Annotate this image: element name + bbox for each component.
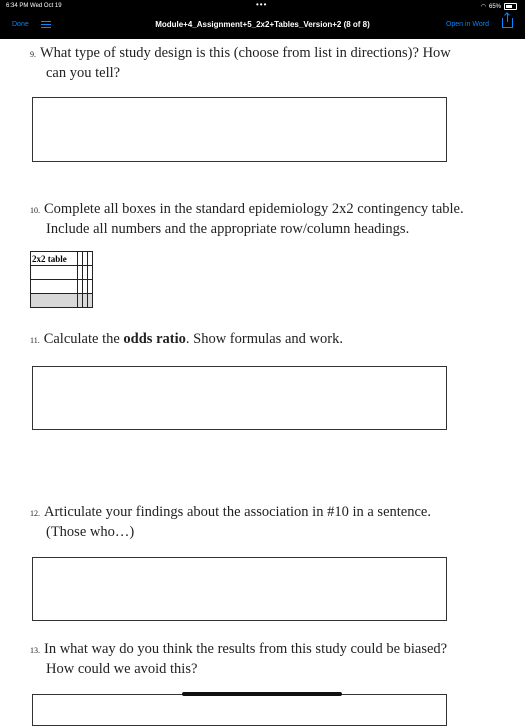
status-bar bbox=[0, 0, 525, 12]
question-12 bbox=[30, 503, 498, 541]
question-number: 9. bbox=[30, 50, 36, 59]
question-number: 11. bbox=[30, 336, 40, 345]
question-text-line1: What type of study design is this (choose from list in directions)? How bbox=[40, 45, 451, 61]
open-in-word-button[interactable]: Open in Word bbox=[445, 21, 489, 28]
question-text-line1: Complete all boxes in the standard epidemiology 2x2 contingency table. bbox=[44, 201, 464, 217]
status-time: 6:34 PM Wed Oct 19 bbox=[6, 3, 62, 9]
question-text-bold: odds ratio bbox=[123, 331, 186, 347]
question-11 bbox=[30, 330, 498, 350]
status-right bbox=[481, 3, 517, 10]
question-text-line2: Include all numbers and the appropriate row/column headings. bbox=[46, 221, 410, 237]
table-cell[interactable] bbox=[88, 252, 93, 266]
question-10 bbox=[30, 200, 498, 238]
table-cell[interactable] bbox=[88, 280, 93, 294]
answer-box-12[interactable] bbox=[32, 557, 447, 621]
answer-box-13[interactable] bbox=[32, 694, 447, 726]
document-title: Module+4_Assignment+5_2x2+Tables_Version+2 (8 of 8) bbox=[155, 20, 370, 29]
multitask-dots[interactable]: ••• bbox=[256, 0, 268, 9]
question-text-line2: How could we avoid this? bbox=[46, 661, 198, 677]
question-9 bbox=[30, 44, 498, 82]
question-text-line2: (Those who…) bbox=[46, 524, 135, 540]
table-cell[interactable] bbox=[88, 266, 93, 280]
question-number: 12. bbox=[30, 509, 40, 518]
share-icon[interactable] bbox=[502, 18, 513, 28]
answer-box-9[interactable] bbox=[32, 97, 447, 162]
contingency-table bbox=[30, 251, 93, 308]
question-text-suffix: . Show formulas and work. bbox=[185, 331, 343, 347]
question-text-line1: Articulate your findings about the association in #10 in a sentence. bbox=[44, 504, 431, 520]
question-text-line1: In what way do you think the results from this study could be biased? bbox=[44, 641, 448, 657]
done-button[interactable]: Done bbox=[12, 21, 29, 28]
question-text-prefix: Calculate the bbox=[43, 331, 124, 347]
table-cell[interactable] bbox=[31, 266, 78, 280]
question-13 bbox=[30, 640, 498, 678]
battery-percent: 65% bbox=[488, 3, 501, 10]
question-number: 10. bbox=[30, 206, 40, 215]
document-toolbar bbox=[0, 12, 525, 39]
table-cell[interactable] bbox=[31, 280, 78, 294]
wifi-icon: ◠ bbox=[480, 4, 486, 10]
question-number: 13. bbox=[30, 646, 40, 655]
question-text-line2: can you tell? bbox=[46, 65, 121, 81]
battery-icon bbox=[504, 3, 517, 10]
answer-box-11[interactable] bbox=[32, 366, 447, 430]
table-total-cell[interactable] bbox=[88, 294, 93, 308]
table-header-cell: 2x2 table bbox=[31, 252, 78, 266]
home-indicator[interactable] bbox=[182, 692, 342, 696]
table-total-cell[interactable] bbox=[31, 294, 78, 308]
